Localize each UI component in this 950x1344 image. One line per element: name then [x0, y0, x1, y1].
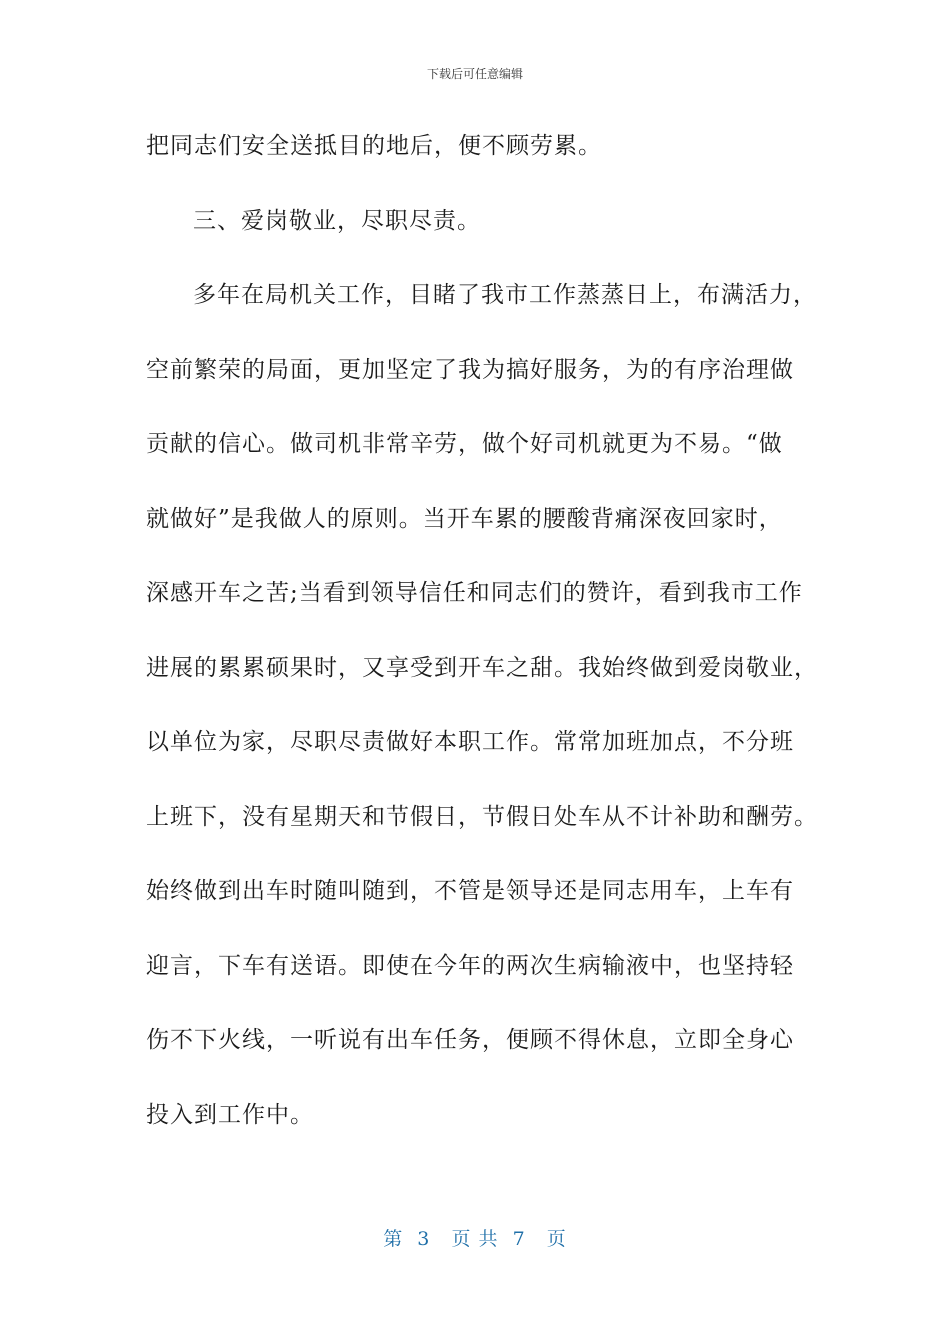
text-line: 伤不下火线，一听说有出车任务，便顾不得休息，立即全身心 [146, 1027, 794, 1053]
text-line: 把同志们安全送抵目的地后，便不顾劳累。 [146, 133, 602, 159]
page-number-footer: 第 3 页 共 7 页 [383, 1228, 567, 1250]
text-line: 上班下，没有星期天和节假日，节假日处车从不计补助和酬劳。 [146, 803, 818, 830]
text-line: 多年在局机关工作，目睹了我市工作蒸蒸日上，布满活力， [193, 282, 817, 308]
text-line: 贡献的信心。做司机非常辛劳，做个好司机就更为不易。“做 [146, 431, 783, 457]
text-line: 始终做到出车时随叫随到，不管是领导还是同志用车，上车有 [146, 878, 794, 904]
page-header: 下载后可任意编辑 [426, 67, 523, 81]
text-line: 进展的累累硕果时，又享受到开车之甜。我始终做到爱岗敬业， [146, 654, 818, 681]
text-line: 空前繁荣的局面，更加坚定了我为搞好服务，为的有序治理做 [146, 356, 794, 383]
text-line: 深感开车之苦;当看到领导信任和同志们的赞许，看到我市工作 [146, 580, 803, 606]
text-line: 投入到工作中。 [146, 1101, 314, 1128]
text-line: 以单位为家，尽职尽责做好本职工作。常常加班加点，不分班 [146, 729, 794, 755]
text-line: 迎言，下车有送语。即使在今年的两次生病输液中，也坚持轻 [146, 952, 794, 979]
section-heading: 三、爱岗敬业，尽职尽责。 [193, 207, 481, 234]
document-body [146, 126, 816, 1169]
text-line: 就做好”是我做人的原则。当开车累的腰酸背痛深夜回家时， [146, 505, 783, 532]
